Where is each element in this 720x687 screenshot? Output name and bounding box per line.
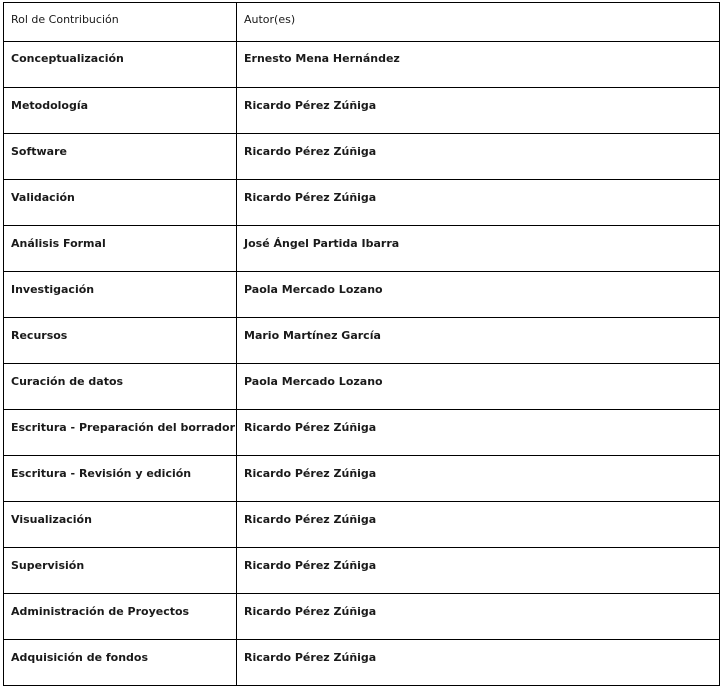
table-row [4,180,720,226]
role-cell: Análisis Formal [4,226,237,272]
author-cell: Ricardo Pérez Zúñiga [237,410,720,456]
author-cell: Ricardo Pérez Zúñiga [237,548,720,594]
role-cell: Escritura - Preparación del borrador [4,410,237,456]
table-row [4,272,720,318]
table-row [4,42,720,88]
contribution-roles-table [3,2,720,686]
author-cell: Ricardo Pérez Zúñiga [237,594,720,640]
author-cell: Paola Mercado Lozano [237,364,720,410]
table-row [4,410,720,456]
author-cell: Ricardo Pérez Zúñiga [237,640,720,686]
header-authors: Autor(es) [237,3,720,42]
author-cell: Mario Martínez García [237,318,720,364]
author-cell: Ricardo Pérez Zúñiga [237,180,720,226]
role-cell: Administración de Proyectos [4,594,237,640]
role-cell: Conceptualización [4,42,237,88]
table-row [4,456,720,502]
role-cell: Adquisición de fondos [4,640,237,686]
author-cell: José Ángel Partida Ibarra [237,226,720,272]
table-row [4,88,720,134]
table-row [4,134,720,180]
role-cell: Escritura - Revisión y edición [4,456,237,502]
table-row [4,548,720,594]
table-row [4,364,720,410]
header-role: Rol de Contribución [4,3,237,42]
role-cell: Recursos [4,318,237,364]
table-row [4,640,720,686]
table-header-row [4,3,720,42]
author-cell: Ricardo Pérez Zúñiga [237,456,720,502]
author-cell: Ricardo Pérez Zúñiga [237,88,720,134]
table-row [4,318,720,364]
role-cell: Curación de datos [4,364,237,410]
role-cell: Metodología [4,88,237,134]
author-cell: Ricardo Pérez Zúñiga [237,134,720,180]
role-cell: Validación [4,180,237,226]
author-cell: Ernesto Mena Hernández [237,42,720,88]
role-cell: Software [4,134,237,180]
author-cell: Ricardo Pérez Zúñiga [237,502,720,548]
table-row [4,226,720,272]
role-cell: Investigación [4,272,237,318]
author-cell: Paola Mercado Lozano [237,272,720,318]
role-cell: Supervisión [4,548,237,594]
role-cell: Visualización [4,502,237,548]
table-row [4,502,720,548]
table-row [4,594,720,640]
